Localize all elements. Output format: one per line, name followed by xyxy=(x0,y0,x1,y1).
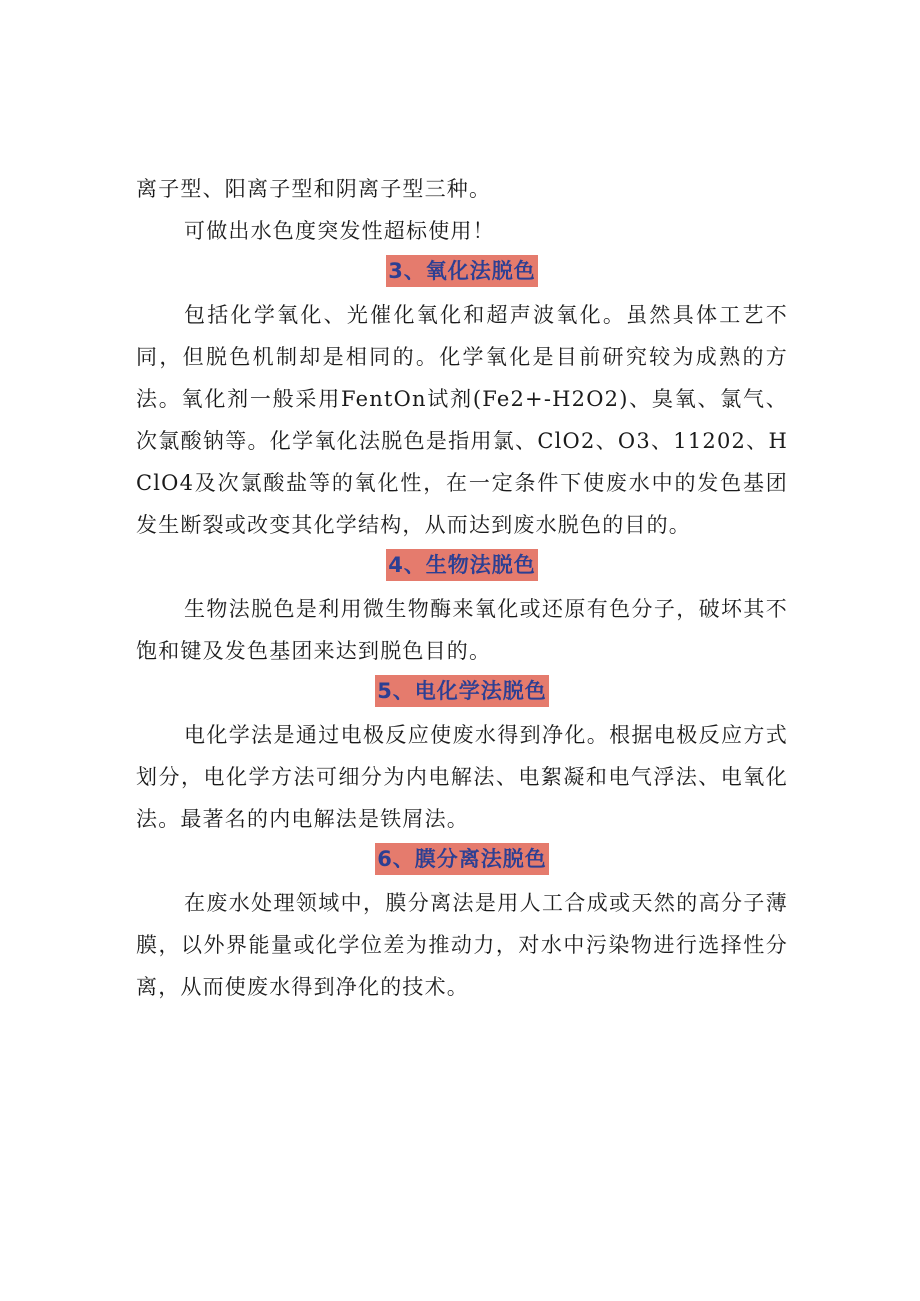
section-heading-oxidation xyxy=(136,252,788,294)
section-heading-label: 6、膜分离法脱色 xyxy=(375,843,549,875)
document-body xyxy=(136,168,788,1008)
section-heading-label: 4、生物法脱色 xyxy=(386,549,538,581)
section-heading-membrane xyxy=(136,840,788,882)
paragraph-oxidation: 包括化学氧化、光催化氧化和超声波氧化。虽然具体工艺不同，但脱色机制却是相同的。化学氧化是目前研究较为成熟的方法。氧化剂一般采用FentOn试剂(Fe2+-H2O2)、臭氧、氯气、次氯酸钠等。化学氧化法脱色是指用氯、ClO2、O3、11202、HClO4及次氯酸盐等的氧化性，在一定条件下使废水中的发色基团发生断裂或改变其化学结构，从而达到废水脱色的目的。 xyxy=(136,303,788,537)
paragraph-electrochemical: 电化学法是通过电极反应使废水得到净化。根据电极反应方式划分，电化学方法可细分为内电解法、电絮凝和电气浮法、电氧化法。最著名的内电解法是铁屑法。 xyxy=(136,723,788,831)
section-heading-biological xyxy=(136,546,788,588)
paragraph-biological: 生物法脱色是利用微生物酶来氧化或还原有色分子，破坏其不饱和键及发色基团来达到脱色目的。 xyxy=(136,597,788,663)
section-heading-electrochemical xyxy=(136,672,788,714)
paragraph-continuation: 离子型、阳离子型和阴离子型三种。 xyxy=(136,177,492,201)
paragraph-note: 可做出水色度突发性超标使用！ xyxy=(184,219,495,243)
section-heading-label: 3、氧化法脱色 xyxy=(386,255,538,287)
section-heading-label: 5、电化学法脱色 xyxy=(375,675,549,707)
paragraph-membrane: 在废水处理领域中，膜分离法是用人工合成或天然的高分子薄膜，以外界能量或化学位差为推动力，对水中污染物进行选择性分离，从而使废水得到净化的技术。 xyxy=(136,891,788,999)
